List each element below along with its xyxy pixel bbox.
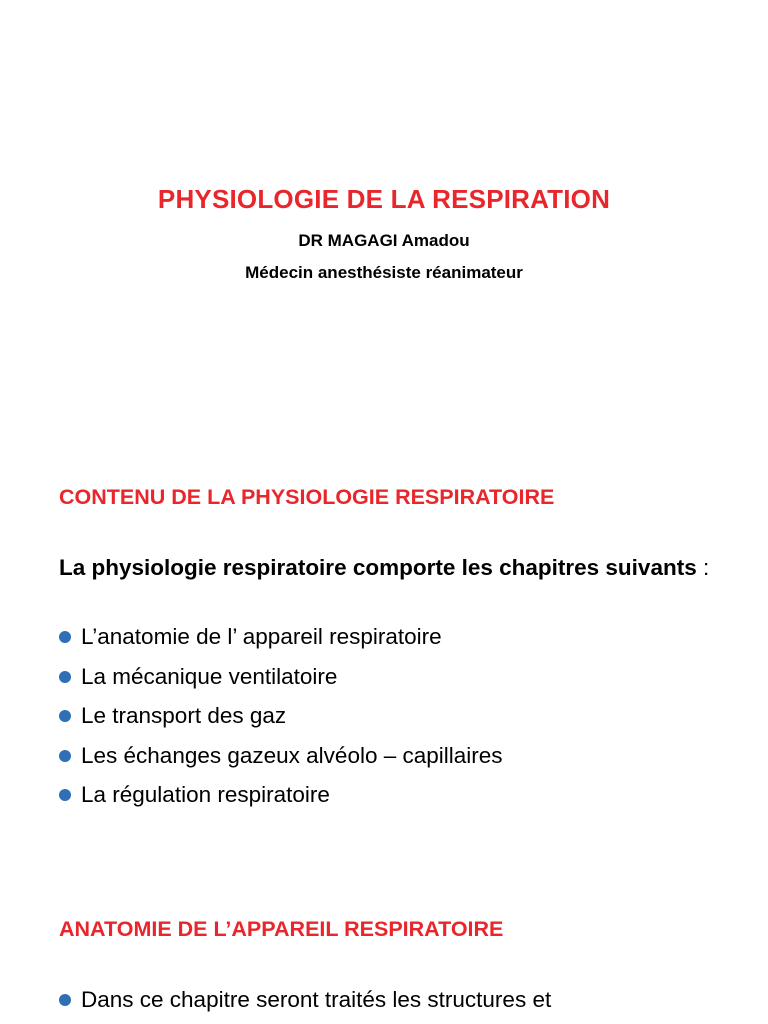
section-heading-contenu: CONTENU DE LA PHYSIOLOGIE RESPIRATOIRE (59, 485, 555, 509)
list-item (59, 699, 503, 739)
list-item (59, 739, 503, 779)
list-item-text: La régulation respiratoire (81, 782, 330, 807)
bullet-icon (59, 994, 71, 1006)
bullet-icon (59, 789, 71, 801)
list-item-text: Les échanges gazeux alvéolo – capillaires (81, 742, 503, 768)
bullet-icon (59, 671, 71, 683)
intro-paragraph (59, 551, 719, 584)
intro-suffix: : (696, 555, 710, 580)
list-item (59, 620, 503, 660)
list-item-text: L’anatomie de l’ appareil respiratoire (81, 624, 442, 649)
bullet-icon (59, 631, 71, 643)
list-item (59, 660, 503, 700)
anatomy-paragraph (59, 983, 749, 1017)
list-item (59, 778, 503, 818)
chapter-list (59, 620, 503, 818)
author-name: DR MAGAGI Amadou (298, 231, 470, 250)
author-role: Médecin anesthésiste réanimateur (245, 263, 523, 282)
bullet-icon (59, 710, 71, 722)
paragraph-line: Dans ce chapitre seront traités les structures et (81, 987, 552, 1012)
list-item-text: Le transport des gaz (81, 703, 287, 728)
list-item-text: La mécanique ventilatoire (81, 663, 338, 689)
section-heading-anatomie: ANATOMIE DE L’APPAREIL RESPIRATOIRE (59, 917, 504, 941)
intro-bold-text: La physiologie respiratoire comporte les chapitres suivants (59, 555, 697, 580)
bullet-icon (59, 750, 71, 762)
document-title: PHYSIOLOGIE DE LA RESPIRATION (157, 184, 611, 214)
